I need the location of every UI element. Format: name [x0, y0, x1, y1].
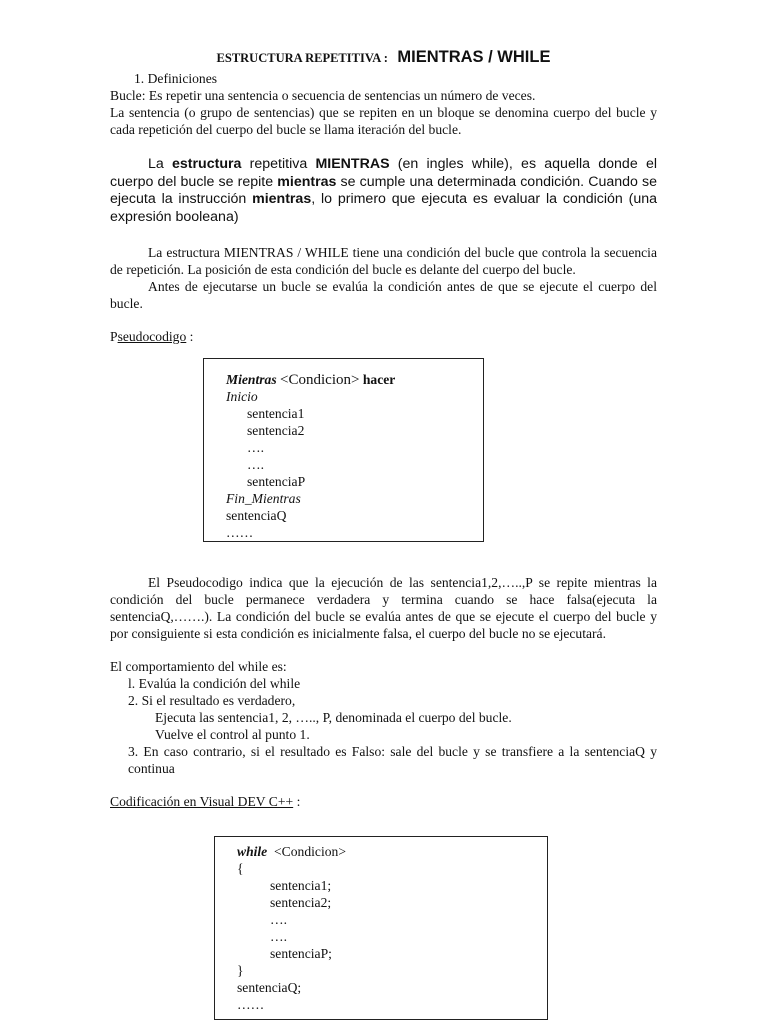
pseudocodigo-paragraph: El Pseudocodigo indica que la ejecución de las sentencia1,2,…..,P se repite mientras la condición del bucle permanece verdadera y termina cuando se hace falsa(ejecuta la sentenciaQ,…….). La condición del bucle se evalúa antes de que se ejecute el cuerpo del bucle y por consiguiente si esta condición es inicialmente falsa, el cuerpo del bucle no se ejecutará.	[110, 575, 657, 641]
antes-paragraph: Antes de ejecutarse un bucle se evalúa la condición antes de que se ejecute el cuerpo del bucle.	[110, 279, 657, 311]
pseudo-line-fin: Fin_Mientras	[226, 491, 301, 506]
comportamiento-item-1: l. Evalúa la condición del while	[128, 676, 301, 691]
code-line: }	[237, 963, 244, 978]
bucle-definition: Bucle: Es repetir una sentencia o secuencia de sentencias un número de veces.	[110, 88, 536, 103]
comportamiento-item-2b: Vuelve el control al punto 1.	[155, 727, 310, 742]
code-line: sentenciaP;	[270, 946, 332, 961]
pseudo-line: sentenciaP	[247, 474, 306, 489]
pseudo-line: sentenciaQ	[226, 508, 287, 523]
comportamiento-item-2a: Ejecuta las sentencia1, 2, ….., P, denominada el cuerpo del bucle.	[155, 710, 512, 725]
code-box	[214, 836, 548, 1020]
code-line: ….	[270, 912, 287, 927]
comportamiento-heading: El comportamiento del while es:	[110, 659, 287, 674]
code-line: {	[237, 861, 244, 876]
code-line: sentencia1;	[270, 878, 332, 893]
code-line: sentencia2;	[270, 895, 332, 910]
pseudo-line: sentencia1	[247, 406, 305, 421]
code-line: sentenciaQ;	[237, 980, 302, 995]
code-line: ……	[237, 997, 265, 1012]
title-part1: ESTRUCTURA REPETITIVA :	[216, 51, 388, 65]
pseudo-line: ….	[247, 457, 264, 472]
code-line: ….	[270, 929, 287, 944]
pseudo-line: ……	[226, 525, 254, 540]
document-page	[110, 44, 657, 345]
pseudo-line: ….	[247, 440, 264, 455]
comportamiento-item-2: 2. Si el resultado es verdadero,	[128, 693, 296, 708]
title-part2: MIENTRAS / WHILE	[397, 48, 551, 66]
condicion-paragraph: La estructura MIENTRAS / WHILE tiene una condición del bucle que controla la secuencia de repetición. La posición de esta condición del bucle es delante del cuerpo del bucle.	[110, 245, 657, 277]
comportamiento-item-3: 3. En caso contrario, si el resultado es Falso: sale del bucle y se transfiere a la sentenciaQ y continua	[128, 744, 657, 776]
page-title	[110, 44, 657, 70]
code-line-while: while <Condicion>	[237, 844, 346, 859]
section-definiciones: 1. Definiciones	[134, 71, 218, 86]
pseudocodigo-label: Pseudocodigo :	[110, 329, 194, 344]
cuerpo-definition: La sentencia (o grupo de sentencias) que se repiten en un bloque se denomina cuerpo del bucle y cada repetición del cuerpo del bucle se llama iteración del bucle.	[110, 105, 657, 137]
mientras-paragraph: La estructura repetitiva MIENTRAS (en ingles while), es aquella donde el cuerpo del bucle se repite mientras se cumple una determinada condición. Cuando se ejecuta la instrucción mientras, lo primero que ejecuta es evaluar la condición (una expresión booleana)	[110, 156, 658, 225]
pseudocode-box	[203, 358, 484, 542]
pseudo-line-mientras: Mientras <Condicion> hacer	[226, 372, 396, 388]
document-page-lower	[110, 574, 657, 810]
pseudo-line-inicio: Inicio	[226, 389, 258, 404]
pseudo-line: sentencia2	[247, 423, 305, 438]
codificacion-label: Codificación en Visual DEV C++ :	[110, 794, 301, 809]
